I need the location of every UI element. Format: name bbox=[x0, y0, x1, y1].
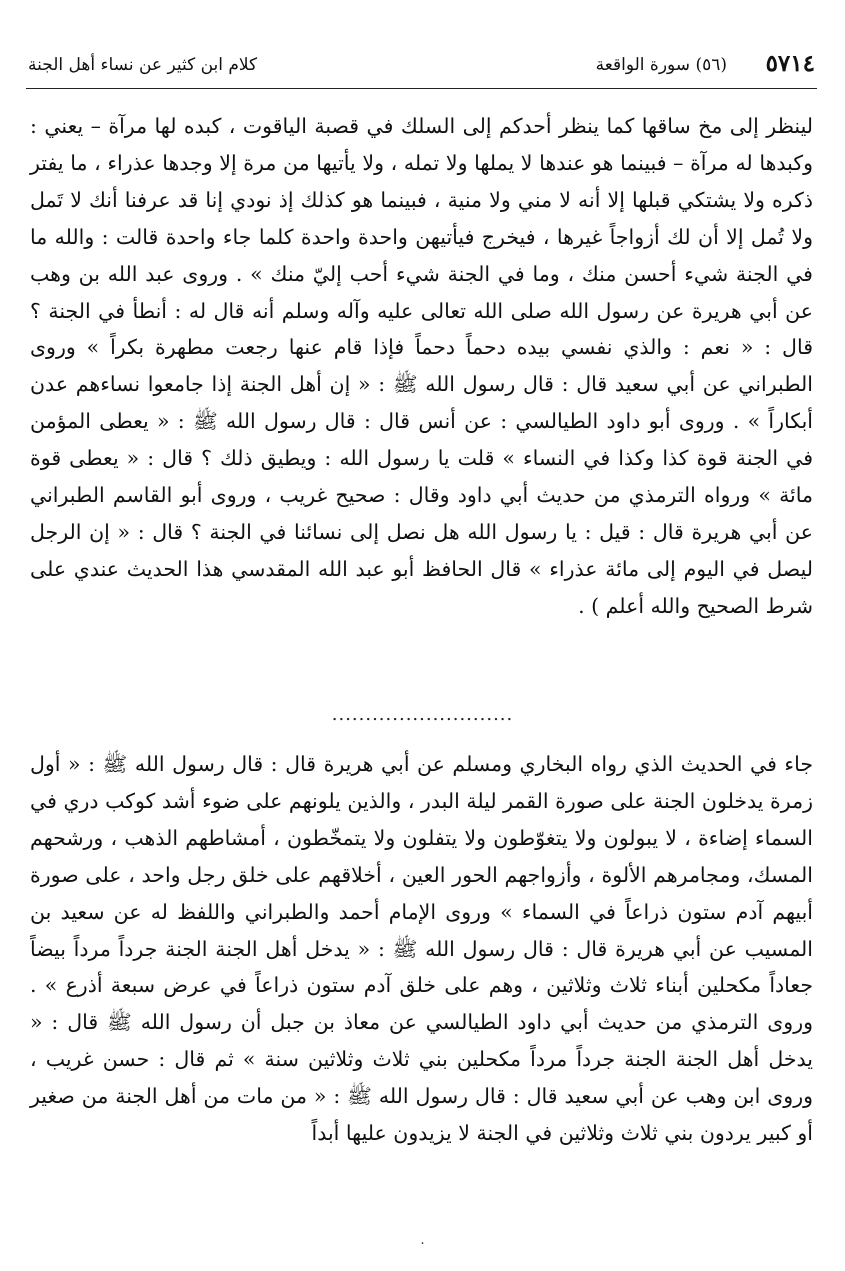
surah-title: (٥٦) سورة الواقعة bbox=[595, 55, 727, 75]
running-title: كلام ابن كثير عن نساء أهل الجنة bbox=[28, 55, 258, 75]
footer-mark: . bbox=[420, 1232, 425, 1248]
page-header bbox=[28, 50, 815, 84]
paragraph-2: جاء في الحديث الذي رواه البخاري ومسلم عن أبي هريرة قال : قال رسول الله ﷺ : « أول زمرة يدخلون الجنة على صورة القمر ليلة البدر ، والذين يلونهم على ضوء أشد كوكب دري في السماء إضاءة ، لا يبولون ولا يتغوّطون ولا يتفلون ولا يتمخّطون ، أمشاطهم الذهب ، ورشحهم المسك، ومجامرهم الألوة ، وأزواجهم الحور العين ، أخلاقهم على خلق رجل واحد ، على صورة أبيهم آدم ستون ذراعاً في السماء » وروى الإمام أحمد والطبراني واللفظ له عن سعيد بن المسيب عن أبي هريرة قال : قال رسول الله ﷺ : « يدخل أهل الجنة الجنة جرداً مرداً بيضاً جعاداً مكحلين أبناء ثلاث وثلاثين ، وهم على خلق آدم ستون ذراعاً في عرض سبعة أذرع » . وروى الترمذي من حديث أبي داود الطيالسي عن معاذ بن جبل أن رسول الله ﷺ قال : « يدخل أهل الجنة الجنة جرداً مرداً مكحلين بني ثلاث وثلاثين سنة » ثم قال : حسن غريب ، وروى ابن وهب عن أبي سعيد قال : قال رسول الله ﷺ : « من مات من أهل الجنة من صغير أو كبير يردون بني ثلاث وثلاثين في الجنة لا يزيدون عليها أبداً bbox=[30, 752, 813, 1146]
header-divider bbox=[26, 88, 817, 89]
page-number: ٥٧١٤ bbox=[765, 50, 815, 77]
paragraph-1: لينظر إلى مخ ساقها كما ينظر أحدكم إلى السلك في قصبة الياقوت ، كبده لها مرآة – يعني : وكبدها له مرآة – فبينما هو عندها لا يملها ولا تمله ، ولا يأتيها من مرة إلا وجدها عذراء ، ما يفتر ذكره ولا يشتكي قبلها إلا أنه لا مني ولا منية ، فبينما هو كذلك إذ نودي إنا قد عرفنا أنك لا تَمل ولا تُمل إلا أن لك أزواجاً غيرها ، فيخرج فيأتيهن واحدة واحدة كلما جاء واحدة قالت : والله ما في الجنة شيء أحسن منك ، وما في الجنة شيء أحب إليّ منك » . وروى عبد الله بن وهب عن أبي هريرة عن رسول الله صلى الله تعالى عليه وآله وسلم أنه قال له : أنطأ في الجنة ؟ قال : « نعم : والذي نفسي بيده دحماً دحماً فإذا قام عنها رجعت مطهرة بكراً » وروى الطبراني عن أبي سعيد قال : قال رسول الله ﷺ : « إن أهل الجنة إذا جامعوا نساءهم عدن أبكاراً » . وروى أبو داود الطيالسي : عن أنس قال : قال رسول الله ﷺ : « يعطى المؤمن في الجنة قوة كذا وكذا في النساء » قلت يا رسول الله : ويطيق ذلك ؟ قال : « يعطى قوة مائة » ورواه الترمذي من حديث أبي داود وقال : صحيح غريب ، وروى أبو القاسم الطبراني عن أبي هريرة قال : قيل : يا رسول الله هل نصل إلى نسائنا في الجنة ؟ قال : « إن الرجل ليصل في اليوم إلى مائة عذراء » قال الحافظ أبو عبد الله المقدسي هذا الحديث عندي على شرط الصحيح والله أعلم ) . bbox=[30, 114, 813, 618]
dotted-separator: ........................... bbox=[331, 704, 514, 725]
